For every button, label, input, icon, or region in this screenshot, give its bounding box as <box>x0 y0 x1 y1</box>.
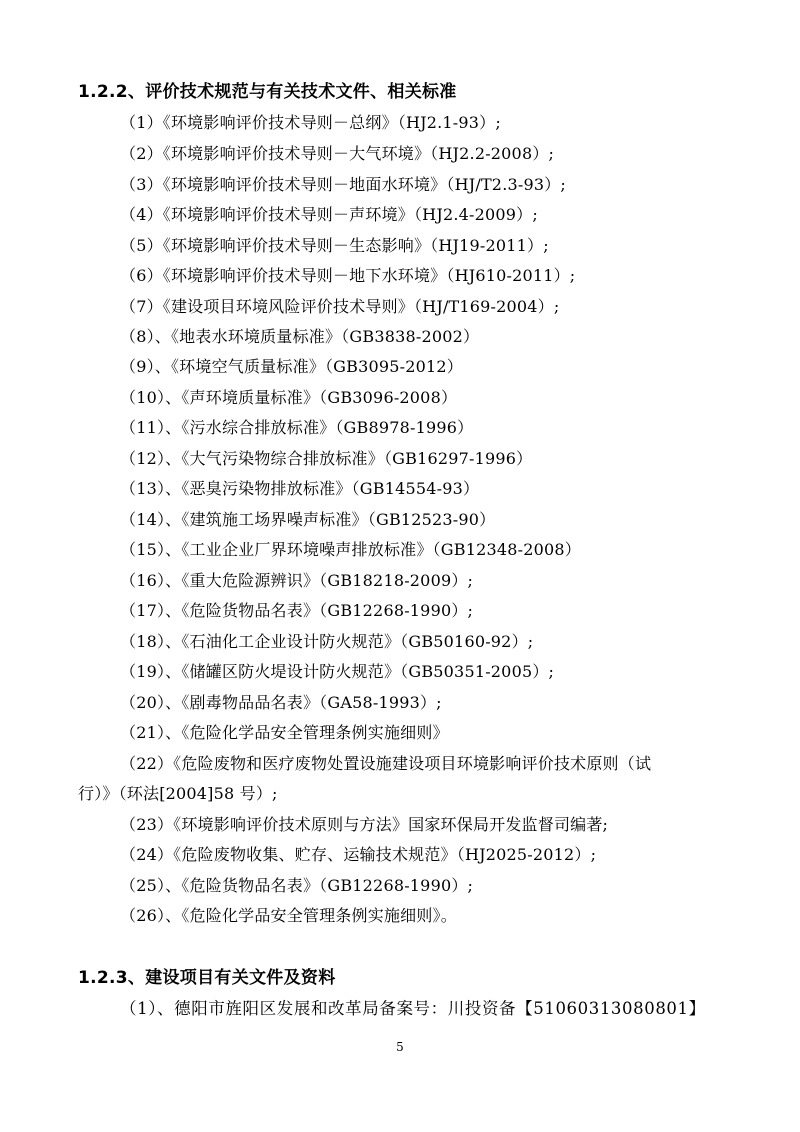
list-item: （3）《环境影响评价技术导则－地面水环境》（HJ/T2.3-93）; <box>120 175 567 194</box>
list-item: （17）、《危险货物品名表》（GB12268-1990）; <box>120 601 474 620</box>
list-item: （21）、《危险化学品安全管理条例实施细则》 <box>120 723 449 742</box>
list-item: （9）、《环境空气质量标准》（GB3095-2012） <box>120 357 463 376</box>
list-item: （25）、《危险货物品名表》（GB12268-1990）; <box>120 876 474 895</box>
list-item: （20）、《剧毒物品品名表》（GA58-1993）; <box>120 693 442 712</box>
list-item: （8）、《地表水环境质量标准》（GB3838-2002） <box>120 327 480 346</box>
list-item: （1）《环境影响评价技术导则－总纲》（HJ2.1-93）; <box>120 113 501 132</box>
list-item: （16）、《重大危险源辨识》（GB18218-2009）; <box>120 571 474 590</box>
list-item-continuation: 行）》（环法[2004]58 号）; <box>78 784 278 803</box>
list-item: （11）、《污水综合排放标准》（GB8978-1996） <box>120 418 474 437</box>
section-heading-1-2-2: 1.2.2、评价技术规范与有关技术文件、相关标准 <box>78 82 457 102</box>
list-item: （18）、《石油化工企业设计防火规范》（GB50160-92）; <box>120 632 534 651</box>
list-item: （5）《环境影响评价技术导则－生态影响》（HJ19-2011）; <box>120 236 549 255</box>
list-item: （1）、德阳市旌阳区发展和改革局备案号：川投资备【51060313080801】 <box>120 999 706 1018</box>
list-item: （19）、《储罐区防火堤设计防火规范》（GB50351-2005）; <box>120 662 555 681</box>
list-item: （2）《环境影响评价技术导则－大气环境》（HJ2.2-2008）; <box>120 144 555 163</box>
list-item: （26）、《危险化学品安全管理条例实施细则》。 <box>120 906 457 925</box>
list-item: （7）《建设项目环境风险评价技术导则》（HJ/T169-2004）; <box>120 297 560 316</box>
section-heading-1-2-3: 1.2.3、建设项目有关文件及资料 <box>78 968 336 988</box>
list-item: （10）、《声环境质量标准》（GB3096-2008） <box>120 388 458 407</box>
list-item: （12）、《大气污染物综合排放标准》（GB16297-1996） <box>120 449 533 468</box>
list-item: （6）《环境影响评价技术导则－地下水环境》（HJ610-2011）; <box>120 266 576 285</box>
list-item: （4）《环境影响评价技术导则－声环境》（HJ2.4-2009）; <box>120 205 538 224</box>
list-item: （13）、《恶臭污染物排放标准》（GB14554-93） <box>120 479 480 498</box>
page-number: 5 <box>396 1040 404 1054</box>
list-item: （22）《危险废物和医疗废物处置设施建设项目环境影响评价技术原则（试 <box>120 754 652 773</box>
list-item: （24）《危险废物收集、贮存、运输技术规范》（HJ2025-2012）; <box>120 845 597 864</box>
list-item: （14）、《建筑施工场界噪声标准》（GB12523-90） <box>120 510 496 529</box>
list-item: （23）《环境影响评价技术原则与方法》国家环保局开发监督司编著; <box>120 815 609 834</box>
list-item: （15）、《工业企业厂界环境噪声排放标准》（GB12348-2008） <box>120 540 581 559</box>
